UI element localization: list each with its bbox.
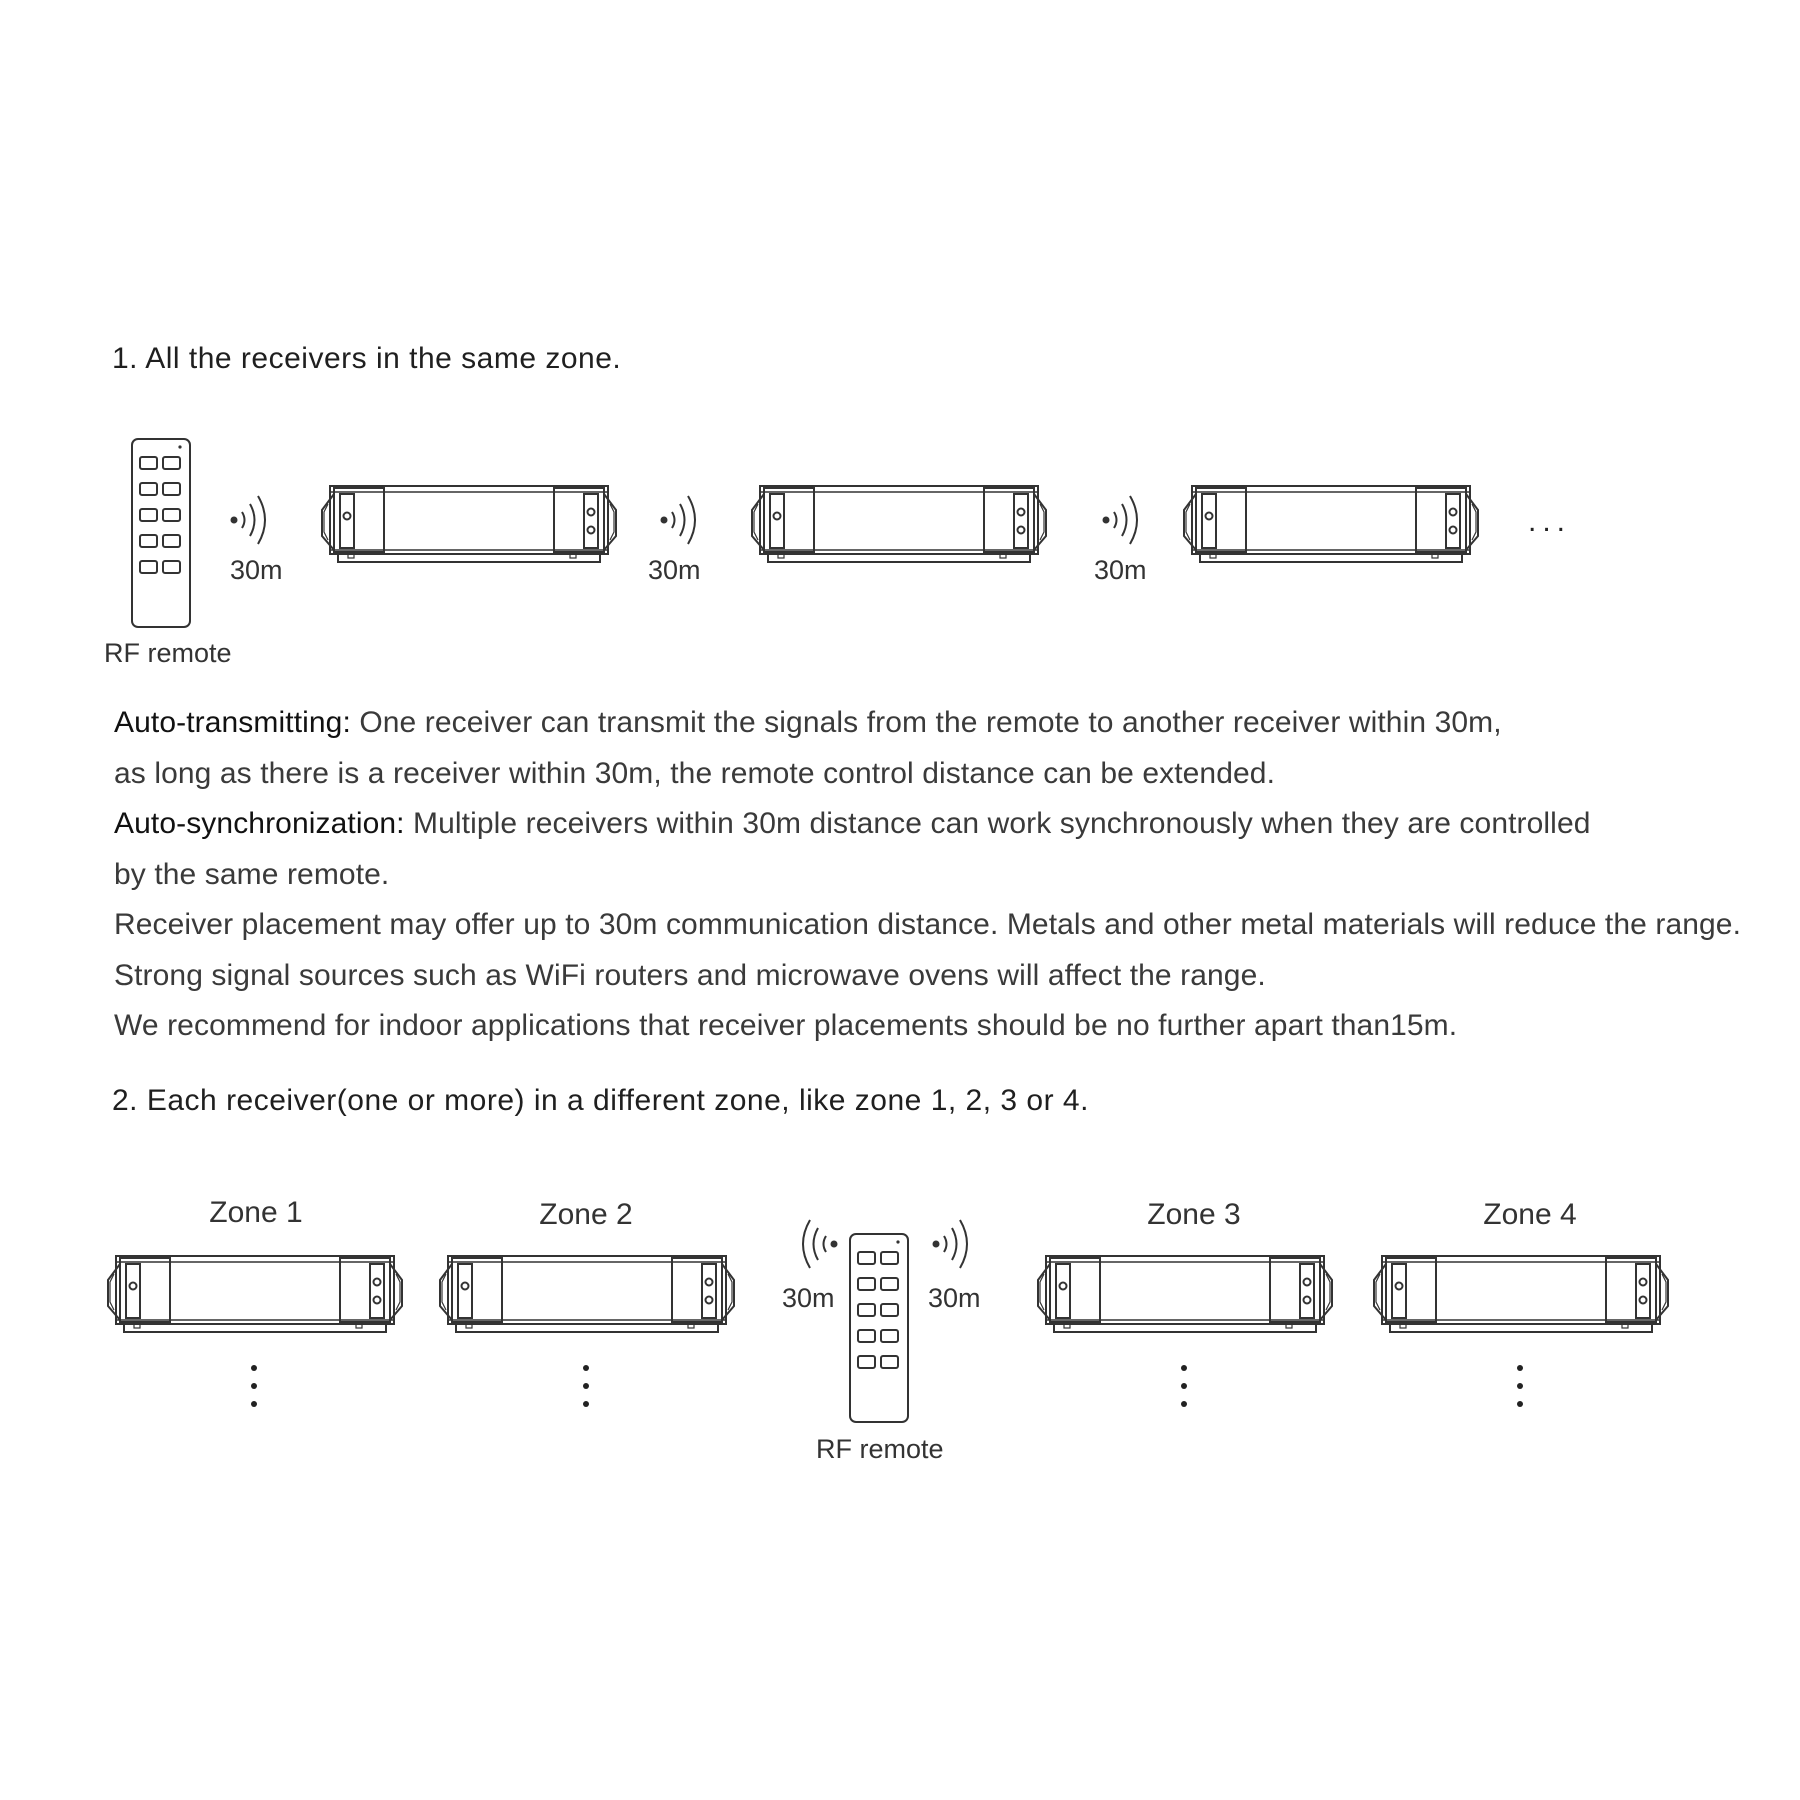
auto-transmitting-label: Auto-transmitting: xyxy=(114,706,351,739)
zone-4-label: Zone 4 xyxy=(1483,1198,1577,1231)
rf-remote-label: RF remote xyxy=(104,638,232,668)
more-receivers-dots-icon xyxy=(1176,1362,1192,1412)
distance-label: 30m xyxy=(648,555,701,585)
receiver-icon xyxy=(318,480,620,568)
zone-2-label: Zone 2 xyxy=(539,1198,633,1231)
auto-sync-label: Auto-synchronization: xyxy=(114,807,405,840)
distance-label: 30m xyxy=(230,555,283,585)
signal-wave-icon xyxy=(1100,494,1150,546)
signal-wave-icon xyxy=(790,1218,840,1270)
section1-heading: 1. All the receivers in the same zone. xyxy=(112,342,622,375)
zone-1-label: Zone 1 xyxy=(209,1196,303,1229)
continuation-dots: ... xyxy=(1528,505,1572,538)
receiver-icon xyxy=(1034,1250,1336,1338)
distance-label: 30m xyxy=(1094,555,1147,585)
rf-remote-label: RF remote xyxy=(816,1434,944,1464)
auto-transmitting-line-2: as long as there is a receiver within 30m, the remote control distance can be extended. xyxy=(114,756,1276,790)
zone-3-label: Zone 3 xyxy=(1147,1198,1241,1231)
auto-sync-line xyxy=(114,799,1774,850)
auto-sync-line-2: by the same remote. xyxy=(114,857,390,891)
signal-wave-icon xyxy=(658,494,708,546)
receiver-icon xyxy=(1180,480,1482,568)
left-distance-label: 30m xyxy=(782,1283,835,1313)
auto-transmitting-line xyxy=(114,698,1774,749)
more-receivers-dots-icon xyxy=(578,1362,594,1412)
receiver-icon xyxy=(1370,1250,1672,1338)
signal-wave-icon xyxy=(228,494,278,546)
right-distance-label: 30m xyxy=(928,1283,981,1313)
signal-wave-icon xyxy=(930,1218,980,1270)
section2-heading: 2. Each receiver(one or more) in a different zone, like zone 1, 2, 3 or 4. xyxy=(112,1084,1089,1117)
description-text xyxy=(114,698,1774,1052)
rf-remote-icon xyxy=(848,1232,912,1426)
auto-transmitting-text: One receiver can transmit the signals from the remote to another receiver within 30m, xyxy=(350,706,1502,739)
placement-line-2: Strong signal sources such as WiFi routers and microwave ovens will affect the range. xyxy=(114,958,1266,992)
receiver-icon xyxy=(748,480,1050,568)
more-receivers-dots-icon xyxy=(1512,1362,1528,1412)
placement-line-1: Receiver placement may offer up to 30m communication distance. Metals and other metal materials will reduce the range. xyxy=(114,908,1742,941)
auto-sync-text: Multiple receivers within 30m distance can work synchronously when they are controlled xyxy=(404,807,1591,840)
more-receivers-dots-icon xyxy=(246,1362,262,1412)
receiver-icon xyxy=(436,1250,738,1338)
receiver-icon xyxy=(104,1250,406,1338)
rf-remote-icon xyxy=(130,437,194,631)
placement-line-3: We recommend for indoor applications that receiver placements should be no further apart than15m. xyxy=(114,1009,1458,1042)
